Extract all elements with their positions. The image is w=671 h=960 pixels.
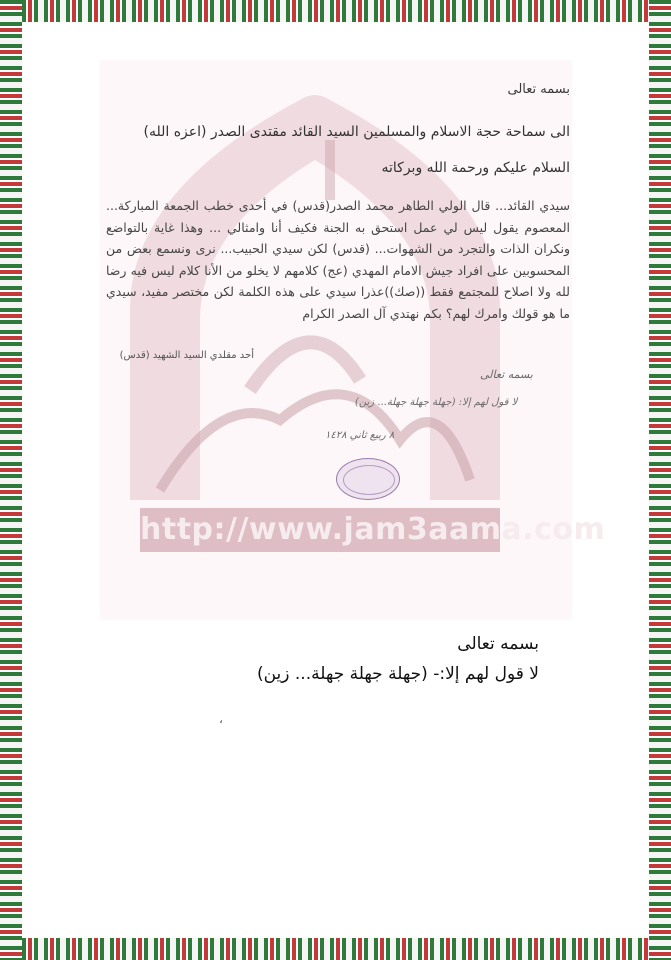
letter-greeting: السلام عليكم ورحمة الله وبركاته [381,160,570,176]
stray-mark: ، [219,712,223,726]
decorative-border-bottom [0,938,671,960]
typed-reply-text: لا قول لهم إلا:- (جهلة جهلة جهلة... زين) [256,664,539,684]
letter-body: سيدي القائد... قال الولي الطاهر محمد الصدر(قدس) في أحدى خطب الجمعة المباركة... المعصوم يقول ليس لي عمل استحق به الجنة فكيف أنا وامثالي ... وهذا غاية بالتواضع ونكران الذات والتجرد من الشهوات... (قدس) لكن سيدي الحبيب... نرى ونسمع بعض من المحسوبين على افراد جيش الامام المهدي (عج) كلامهم لا يخلو من الأنا كلام ليس فيه رضا لله ولا اصلاح للمجتمع فقط ((صك))عذرا سيدي على هذه الكلمة لكن مختصر مفيد، سيدي ما هو قولك وامرك لهم؟ بكم نهتدي آل الصدر الكرام [106,198,570,321]
official-seal-stamp [336,458,400,500]
handwritten-reply: لا قول لهم إلا: (جهلة جهلة جهلة... زين) [355,397,518,408]
letter-recipient: الى سماحة حجة الاسلام والمسلمين السيد القائد مقتدى الصدر (اعزه الله) [143,124,570,140]
decorative-border-top [0,0,671,22]
decorative-border-left [0,0,22,960]
watermark-url: http://www.jam3aama.com [140,508,500,552]
letter-signature: أحد مقلدي السيد الشهيد (قدس) [119,350,254,361]
handwritten-date: ٨ ربيع ثاني ١٤٢٨ [325,430,395,441]
seal-inner-ring [343,465,395,495]
letter-header: بسمه تعالى [507,82,570,97]
typed-reply-header: بسمه تعالى [457,634,539,654]
handwritten-header: بسمه تعالى [480,368,533,381]
decorative-border-right [649,0,671,960]
scanned-letter [100,60,606,620]
